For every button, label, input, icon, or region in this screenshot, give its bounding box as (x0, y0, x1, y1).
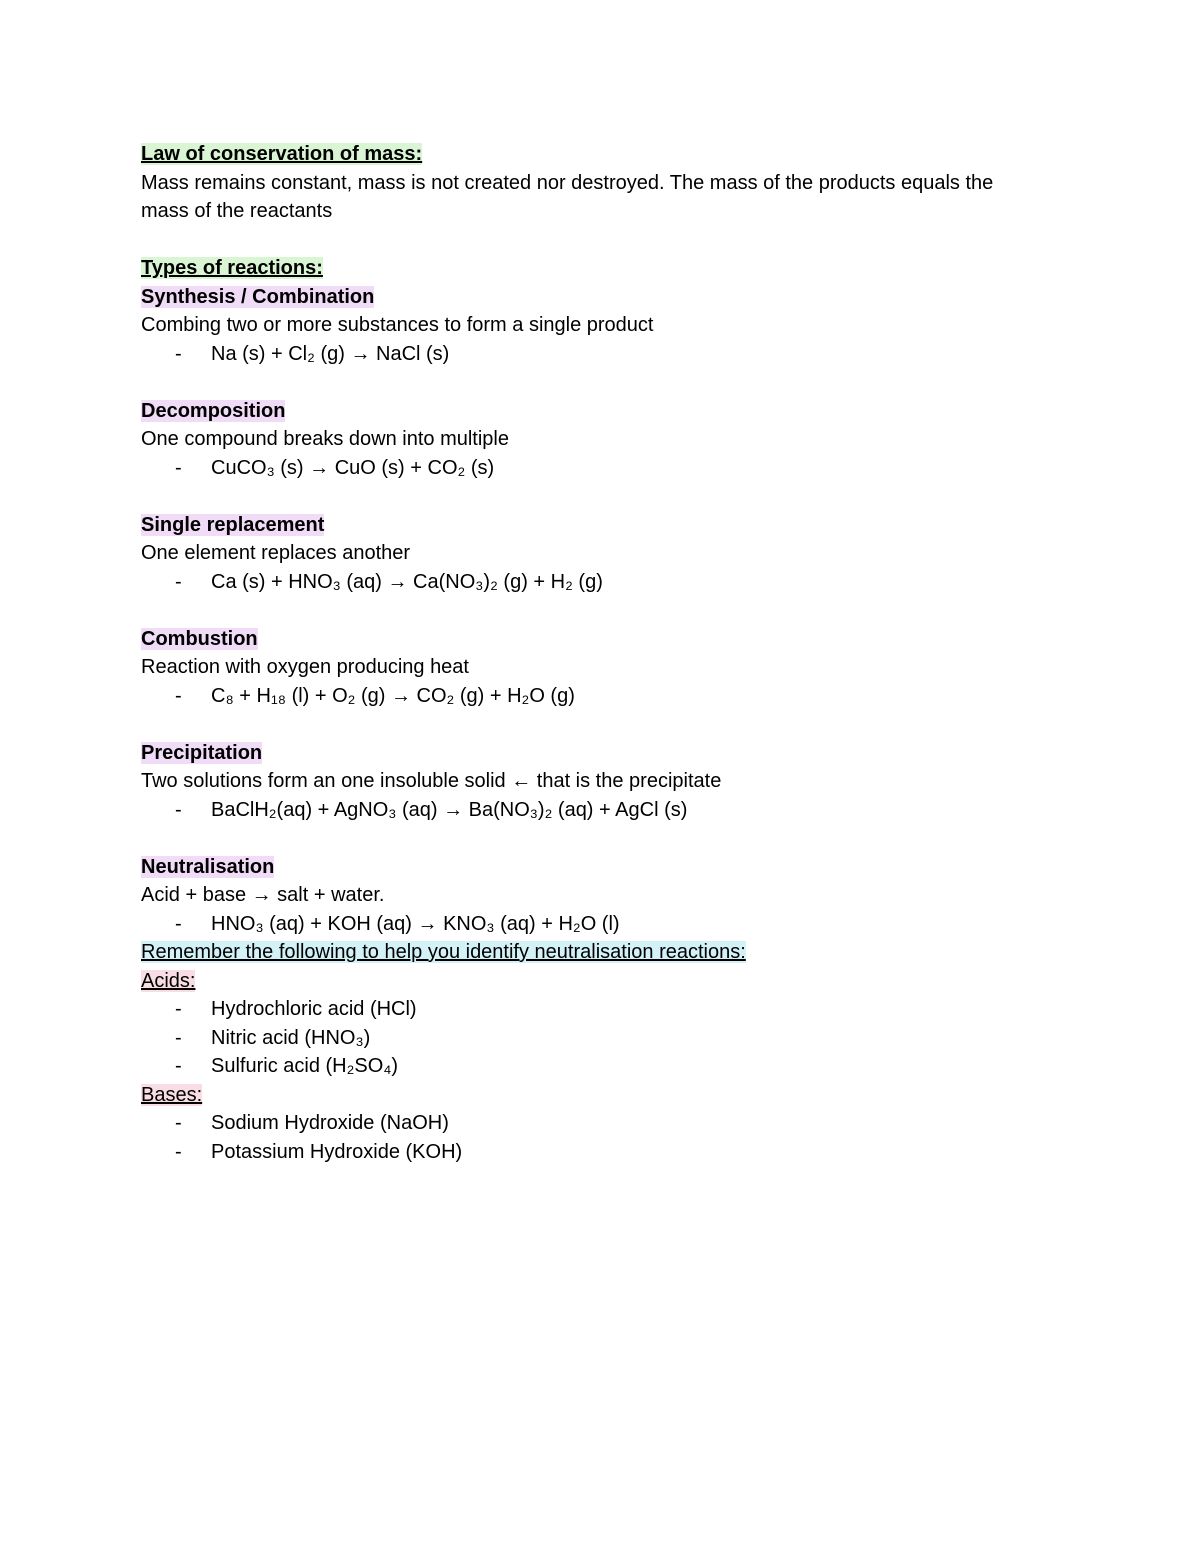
section-title: Decomposition (141, 399, 286, 422)
section-desc: One compound breaks down into multiple (141, 428, 509, 450)
section-desc: Two solutions form an one insoluble solid ← that is the precipitate (141, 770, 722, 792)
section-desc: Reaction with oxygen producing heat (141, 656, 469, 678)
list-item: - Sodium Hydroxide (NaOH) (175, 1112, 449, 1134)
section-desc: Combing two or more substances to form a single product (141, 314, 654, 336)
document-page (141, 140, 1041, 1166)
section-title: Combustion (141, 627, 258, 650)
list-item: - Ca (s) + HNO₃ (aq) → Ca(NO₃)₂ (g) + H₂ (g) (175, 570, 603, 593)
section-title: Neutralisation (141, 855, 275, 878)
list-item: - C₈ + H₁₈ (l) + O₂ (g) → CO₂ (g) + H₂O (g) (175, 684, 575, 707)
list-item: - Sulfuric acid (H₂SO₄) (175, 1055, 399, 1077)
remember-note: Remember the following to help you identify neutralisation reactions: (141, 941, 746, 963)
section-title: Single replacement (141, 513, 325, 536)
types-heading: Types of reactions: (141, 257, 323, 279)
section-desc: Acid + base → salt + water. (141, 884, 385, 906)
law-heading: Law of conservation of mass: (141, 143, 423, 165)
law-text: Mass remains constant, mass is not created nor destroyed. The mass of the products equals the mass of the reactants (141, 171, 994, 222)
list-item: - BaClH₂(aq) + AgNO₃ (aq) → Ba(NO₃)₂ (aq) + AgCl (s) (175, 798, 688, 821)
list-item: - CuCO₃ (s) → CuO (s) + CO₂ (s) (175, 456, 495, 479)
bases-label: Bases: (141, 1083, 203, 1106)
list-item: - Nitric acid (HNO₃) (175, 1026, 371, 1049)
list-item: - Potassium Hydroxide (KOH) (175, 1140, 463, 1163)
list-item: - Hydrochloric acid (HCl) (175, 998, 417, 1020)
list-item: - HNO₃ (aq) + KOH (aq) → KNO₃ (aq) + H₂O (l) (175, 912, 620, 935)
list-item: - Na (s) + Cl₂ (g) → NaCl (s) (175, 342, 450, 365)
acids-label: Acids: (141, 969, 196, 992)
section-title: Precipitation (141, 741, 263, 764)
section-title: Synthesis / Combination (141, 285, 375, 308)
section-desc: One element replaces another (141, 542, 411, 564)
